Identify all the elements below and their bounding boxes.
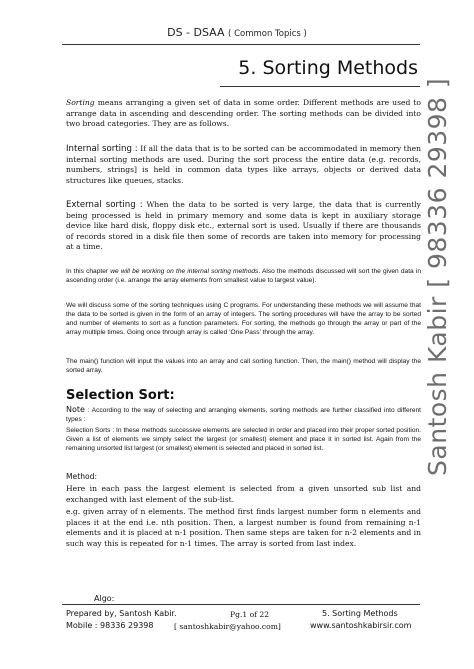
header-title-sub: ( Common Topics ) — [228, 29, 307, 39]
footer-page-number: Pg.1 of 22 — [230, 610, 270, 619]
chapter-title-divider — [220, 86, 420, 87]
chapter-scope-note — [66, 268, 421, 286]
main-function-paragraph: The main() function will input the values into an array and call sorting function. Then, the main() method will display the sorted array. — [66, 358, 421, 374]
chapter-note-pre: In this chapter — [66, 268, 111, 275]
external-sorting-term: External sorting : — [66, 200, 143, 210]
footer-prepared-by: Prepared by, Santosh Kabir. — [66, 609, 177, 618]
header-divider — [62, 44, 420, 45]
chapter-title: 5. Sorting Methods — [238, 57, 418, 79]
note-text: : According to the way of selecting and arranging elements, sorting methods are further classified into different types : — [66, 407, 421, 423]
footer-website: www.santoshkabirsir.com — [310, 621, 412, 630]
internal-sorting-term: Internal sorting : — [66, 144, 138, 154]
selection-sorts-paragraph: Selection Sorts : In these methods successive elements are selected in order and placed into their proper sorted position. Given a list of elements we simply select the largest (or smallest) element and place it in sorted list. Again from the remaining unsorted list largest (or smallest) element is selected and placed in sorted list. — [66, 427, 421, 452]
header-title-main: DS - DSAA — [167, 26, 225, 39]
intro-text: means arranging a given set of data in some order. Different methods are used to arrange data in ascending and descending order. The sorting methods can be divided into two broad categories. They are as follows. — [66, 98, 421, 129]
footer-chapter: 5. Sorting Methods — [322, 609, 398, 618]
algo-label: Algo: — [94, 594, 115, 603]
c-programs-paragraph: We will discuss some of the sorting techniques using C programs. For understanding these methods we will assume that the data to be sorted is given in the form of an array of integers. The sorting procedures will have the array to be sorted and number of elements to sort as a function parameters. For sorting, the methods go through the array or part of the array multiple times. Going once through array is called ‘One Pass’ through the array. — [66, 302, 421, 336]
internal-sorting-text: If all the data that is to be sorted can be accommodated in memory then internal sorting methods are used. During the sort process the entire data (e.g. records, numbers, strings] is held in common data types like arrays, objects or derived data structures like queues, stacks. — [66, 144, 422, 185]
footer-mobile: Mobile : 98336 29398 — [66, 621, 154, 630]
side-author-stamp: Santosh Kabir [ 98336 29398 ] — [423, 78, 452, 477]
external-sorting-paragraph — [66, 200, 421, 253]
page-header-title — [0, 26, 474, 39]
sorting-term: Sorting — [66, 98, 95, 107]
footer-divider — [62, 604, 420, 605]
internal-sorting-paragraph — [66, 144, 421, 186]
method-paragraph-1: Here in each pass the largest element is selected from a given unsorted sub list and exchanged with last element of the sub-list. — [66, 484, 421, 504]
external-sorting-text: When the data to be sorted is very large, the data that is currently being processed is held in primary memory and some data is kept in auxiliary storage device like hard disk, floppy disk etc., external sort is used. Usually if there are thousands of records stored in a disk file then some of records are taken into memory for processing at a time. — [66, 200, 421, 252]
method-paragraph-2: e.g. given array of n elements. The method first finds largest number form n elements and places it at the end i.e. nth position. Then, a largest number is found from remaining n-1 elements and it is placed at n-1 position. Then same steps are taken for n-2 elements and in such way this is repeated for n-1 times. The array is sorted from last index. — [66, 507, 421, 548]
chapter-note-post: . Also the methods discussed will sort the given data in ascending order (i.e. arrange the array elements from smallest value to largest value). — [66, 268, 421, 284]
footer-email: [ santoshkabir@yahoo.com] — [174, 622, 281, 631]
method-label: Method: — [66, 472, 98, 481]
selection-note-paragraph — [66, 406, 421, 425]
intro-paragraph — [66, 98, 421, 130]
chapter-note-italic: we will be working on the internal sorting methods — [110, 268, 259, 275]
note-label: Note — [66, 405, 85, 414]
selection-sort-heading: Selection Sort: — [66, 388, 175, 403]
